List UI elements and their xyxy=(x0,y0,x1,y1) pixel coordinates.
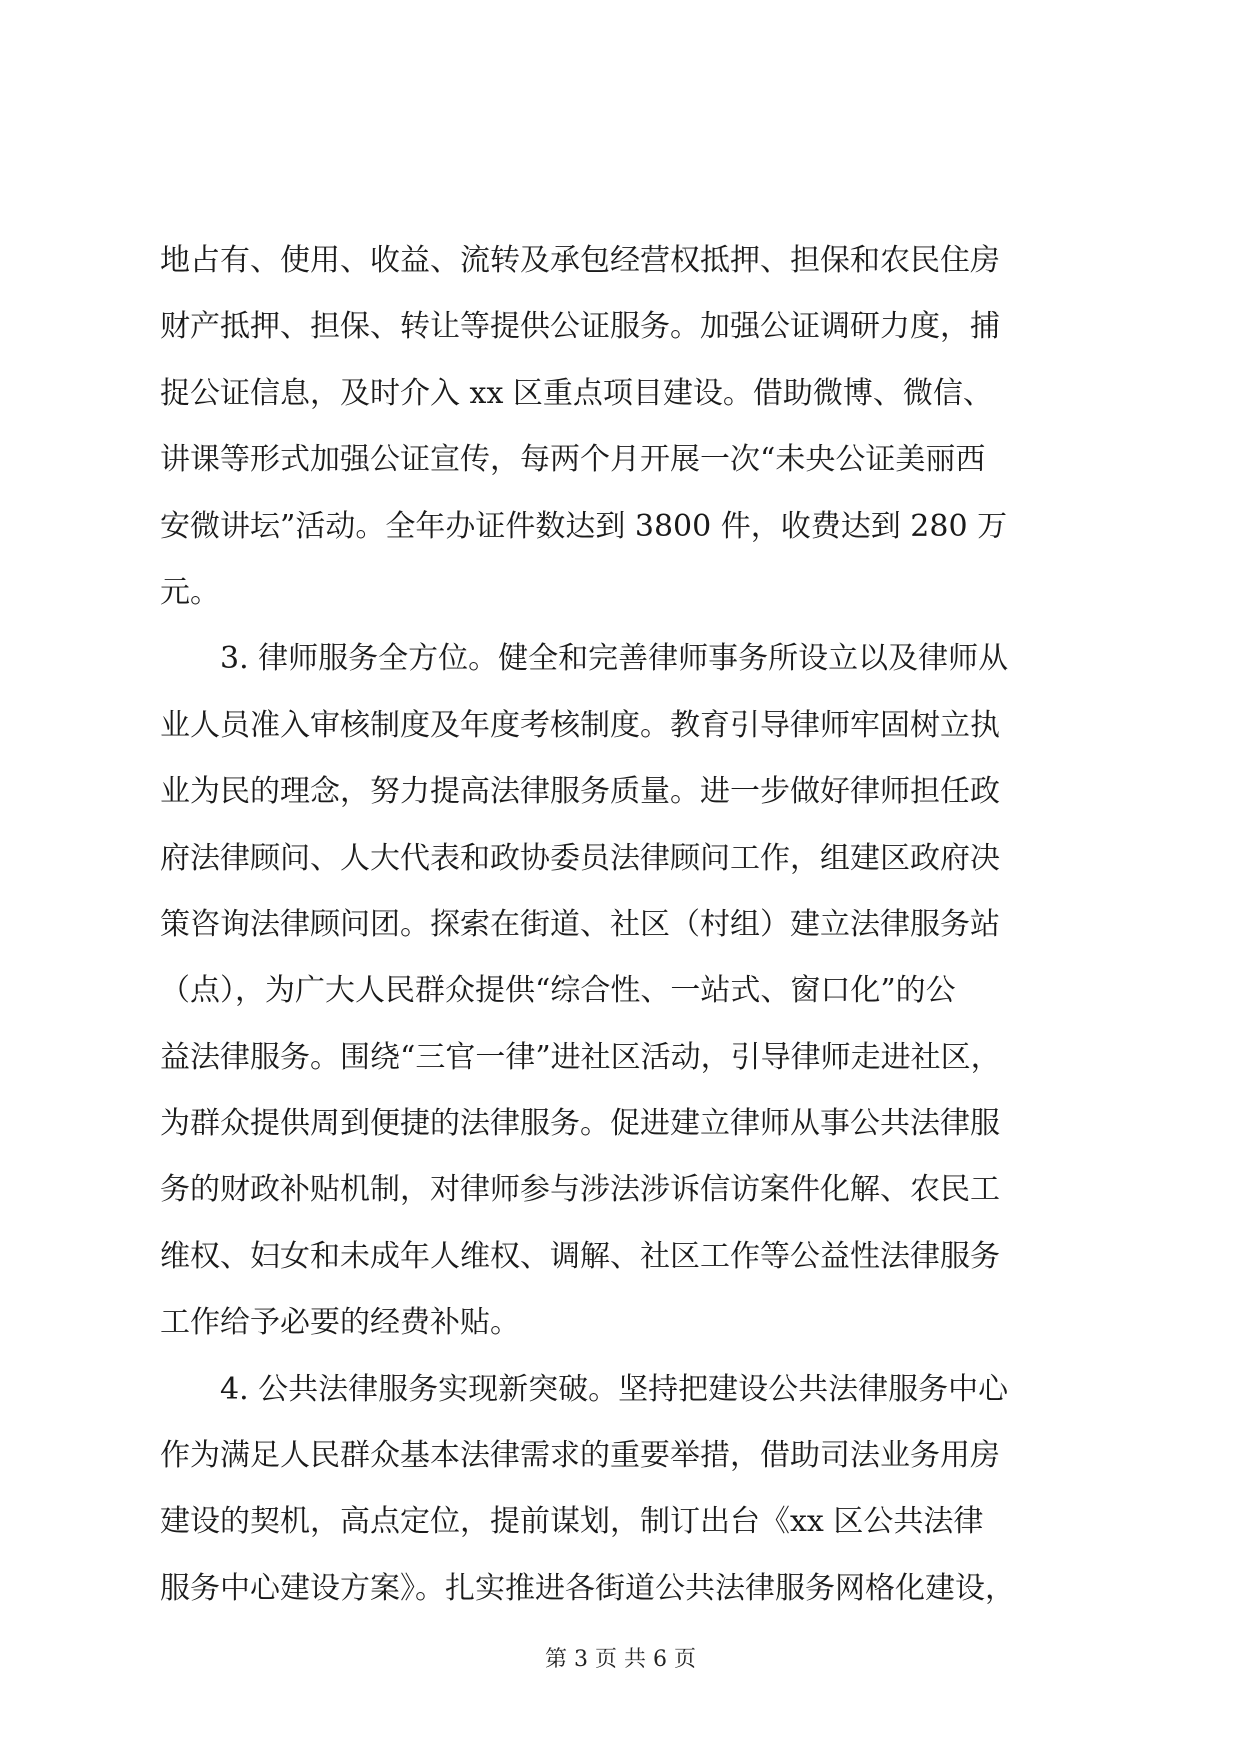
page-footer: 第 3 页 共 6 页 xyxy=(545,1647,696,1672)
text-line: 业为民的理念，努力提高法律服务质量。进一步做好律师担任政 xyxy=(160,774,1000,810)
text-line: 作为满足人民群众基本法律需求的重要举措，借助司法业务用房 xyxy=(160,1438,1000,1474)
text-line: 务的财政补贴机制，对律师参与涉法涉诉信访案件化解、农民工 xyxy=(160,1172,1000,1208)
text-line: 策咨询法律顾问团。探索在街道、社区（村组）建立法律服务站 xyxy=(160,906,1000,942)
text-line: 讲课等形式加强公证宣传，每两个月开展一次“未央公证美丽西 xyxy=(160,442,986,478)
text-line: 财产抵押、担保、转让等提供公证服务。加强公证调研力度，捕 xyxy=(160,309,1000,345)
text-line: 3. 律师服务全方位。健全和完善律师事务所设立以及律师从 xyxy=(160,641,1009,677)
text-line: 为群众提供周到便捷的法律服务。促进建立律师从事公共法律服 xyxy=(160,1106,1000,1142)
text-line: 益法律服务。围绕“三官一律”进社区活动，引导律师走进社区， xyxy=(160,1039,1001,1075)
text-line: 维权、妇女和未成年人维权、调解、社区工作等公益性法律服务 xyxy=(160,1238,1000,1274)
body-text xyxy=(160,228,1090,1622)
text-line: 府法律顾问、人大代表和政协委员法律顾问工作，组建区政府决 xyxy=(160,840,1000,876)
text-line: 捉公证信息，及时介入 xx 区重点项目建设。借助微博、微信、 xyxy=(160,375,993,411)
text-line: （点），为广大人民群众提供“综合性、一站式、窗口化”的公 xyxy=(160,973,956,1009)
text-line: 工作给予必要的经费补贴。 xyxy=(160,1305,520,1341)
text-line: 地占有、使用、收益、流转及承包经营权抵押、担保和农民住房 xyxy=(160,243,1000,278)
text-line: 业人员准入审核制度及年度考核制度。教育引导律师牢固树立执 xyxy=(160,707,1000,743)
text-line: 安微讲坛”活动。全年办证件数达到 3800 件，收费达到 280 万 xyxy=(160,508,1008,544)
text-line: 建设的契机，高点定位，提前谋划，制订出台《xx 区公共法律 xyxy=(160,1504,984,1540)
text-line: 元。 xyxy=(160,574,220,610)
text-line: 4. 公共法律服务实现新突破。坚持把建设公共法律服务中心 xyxy=(160,1371,1009,1407)
text-line: 服务中心建设方案》。扎实推进各街道公共法律服务网格化建设， xyxy=(160,1570,1015,1606)
